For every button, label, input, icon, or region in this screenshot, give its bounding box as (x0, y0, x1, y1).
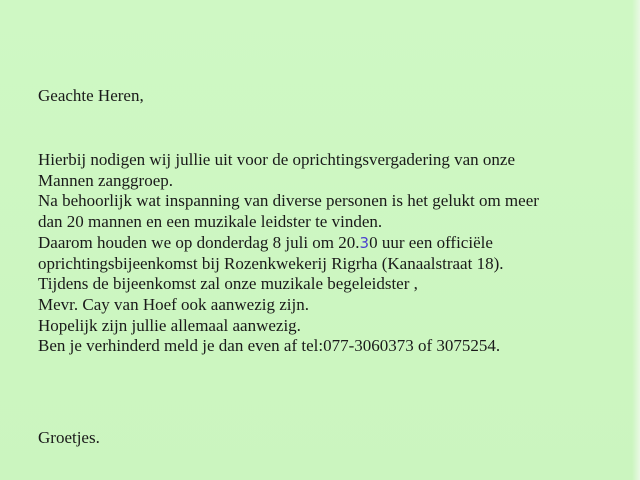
greeting: Geachte Heren, (38, 86, 144, 105)
body-line: Na behoorlijk wat inspanning van diverse personen is het gelukt om meer (38, 191, 539, 211)
paper-edge (632, 0, 640, 480)
time-line (38, 233, 633, 254)
handwritten-digit: 3 (359, 233, 370, 252)
body-line: oprichtingsbijeenkomst bij Rozenkwekerij Rigrha (Kanaalstraat 18). (38, 253, 504, 273)
body-line: Tijdens de bijeenkomst zal onze muzikale begeleidster , (38, 274, 418, 294)
letter-body (38, 150, 633, 357)
time-line-after: 0 uur een officiële (369, 232, 493, 252)
body-line: Mannen zanggroep. (38, 170, 174, 190)
body-line: Mevr. Cay van Hoef ook aanwezig zijn. (38, 294, 309, 314)
body-line: dan 20 mannen en een muzikale leidster te vinden. (38, 212, 383, 232)
closing: Groetjes. (38, 428, 100, 447)
time-line-before: Daarom houden we op donderdag 8 juli om 20. (38, 232, 360, 252)
body-line: Hierbij nodigen wij jullie uit voor de oprichtingsvergadering van onze (38, 150, 515, 169)
body-line: Ben je verhinderd meld je dan even af tel:077-3060373 of 3075254. (38, 336, 501, 356)
body-line: Hopelijk zijn jullie allemaal aanwezig. (38, 315, 301, 335)
